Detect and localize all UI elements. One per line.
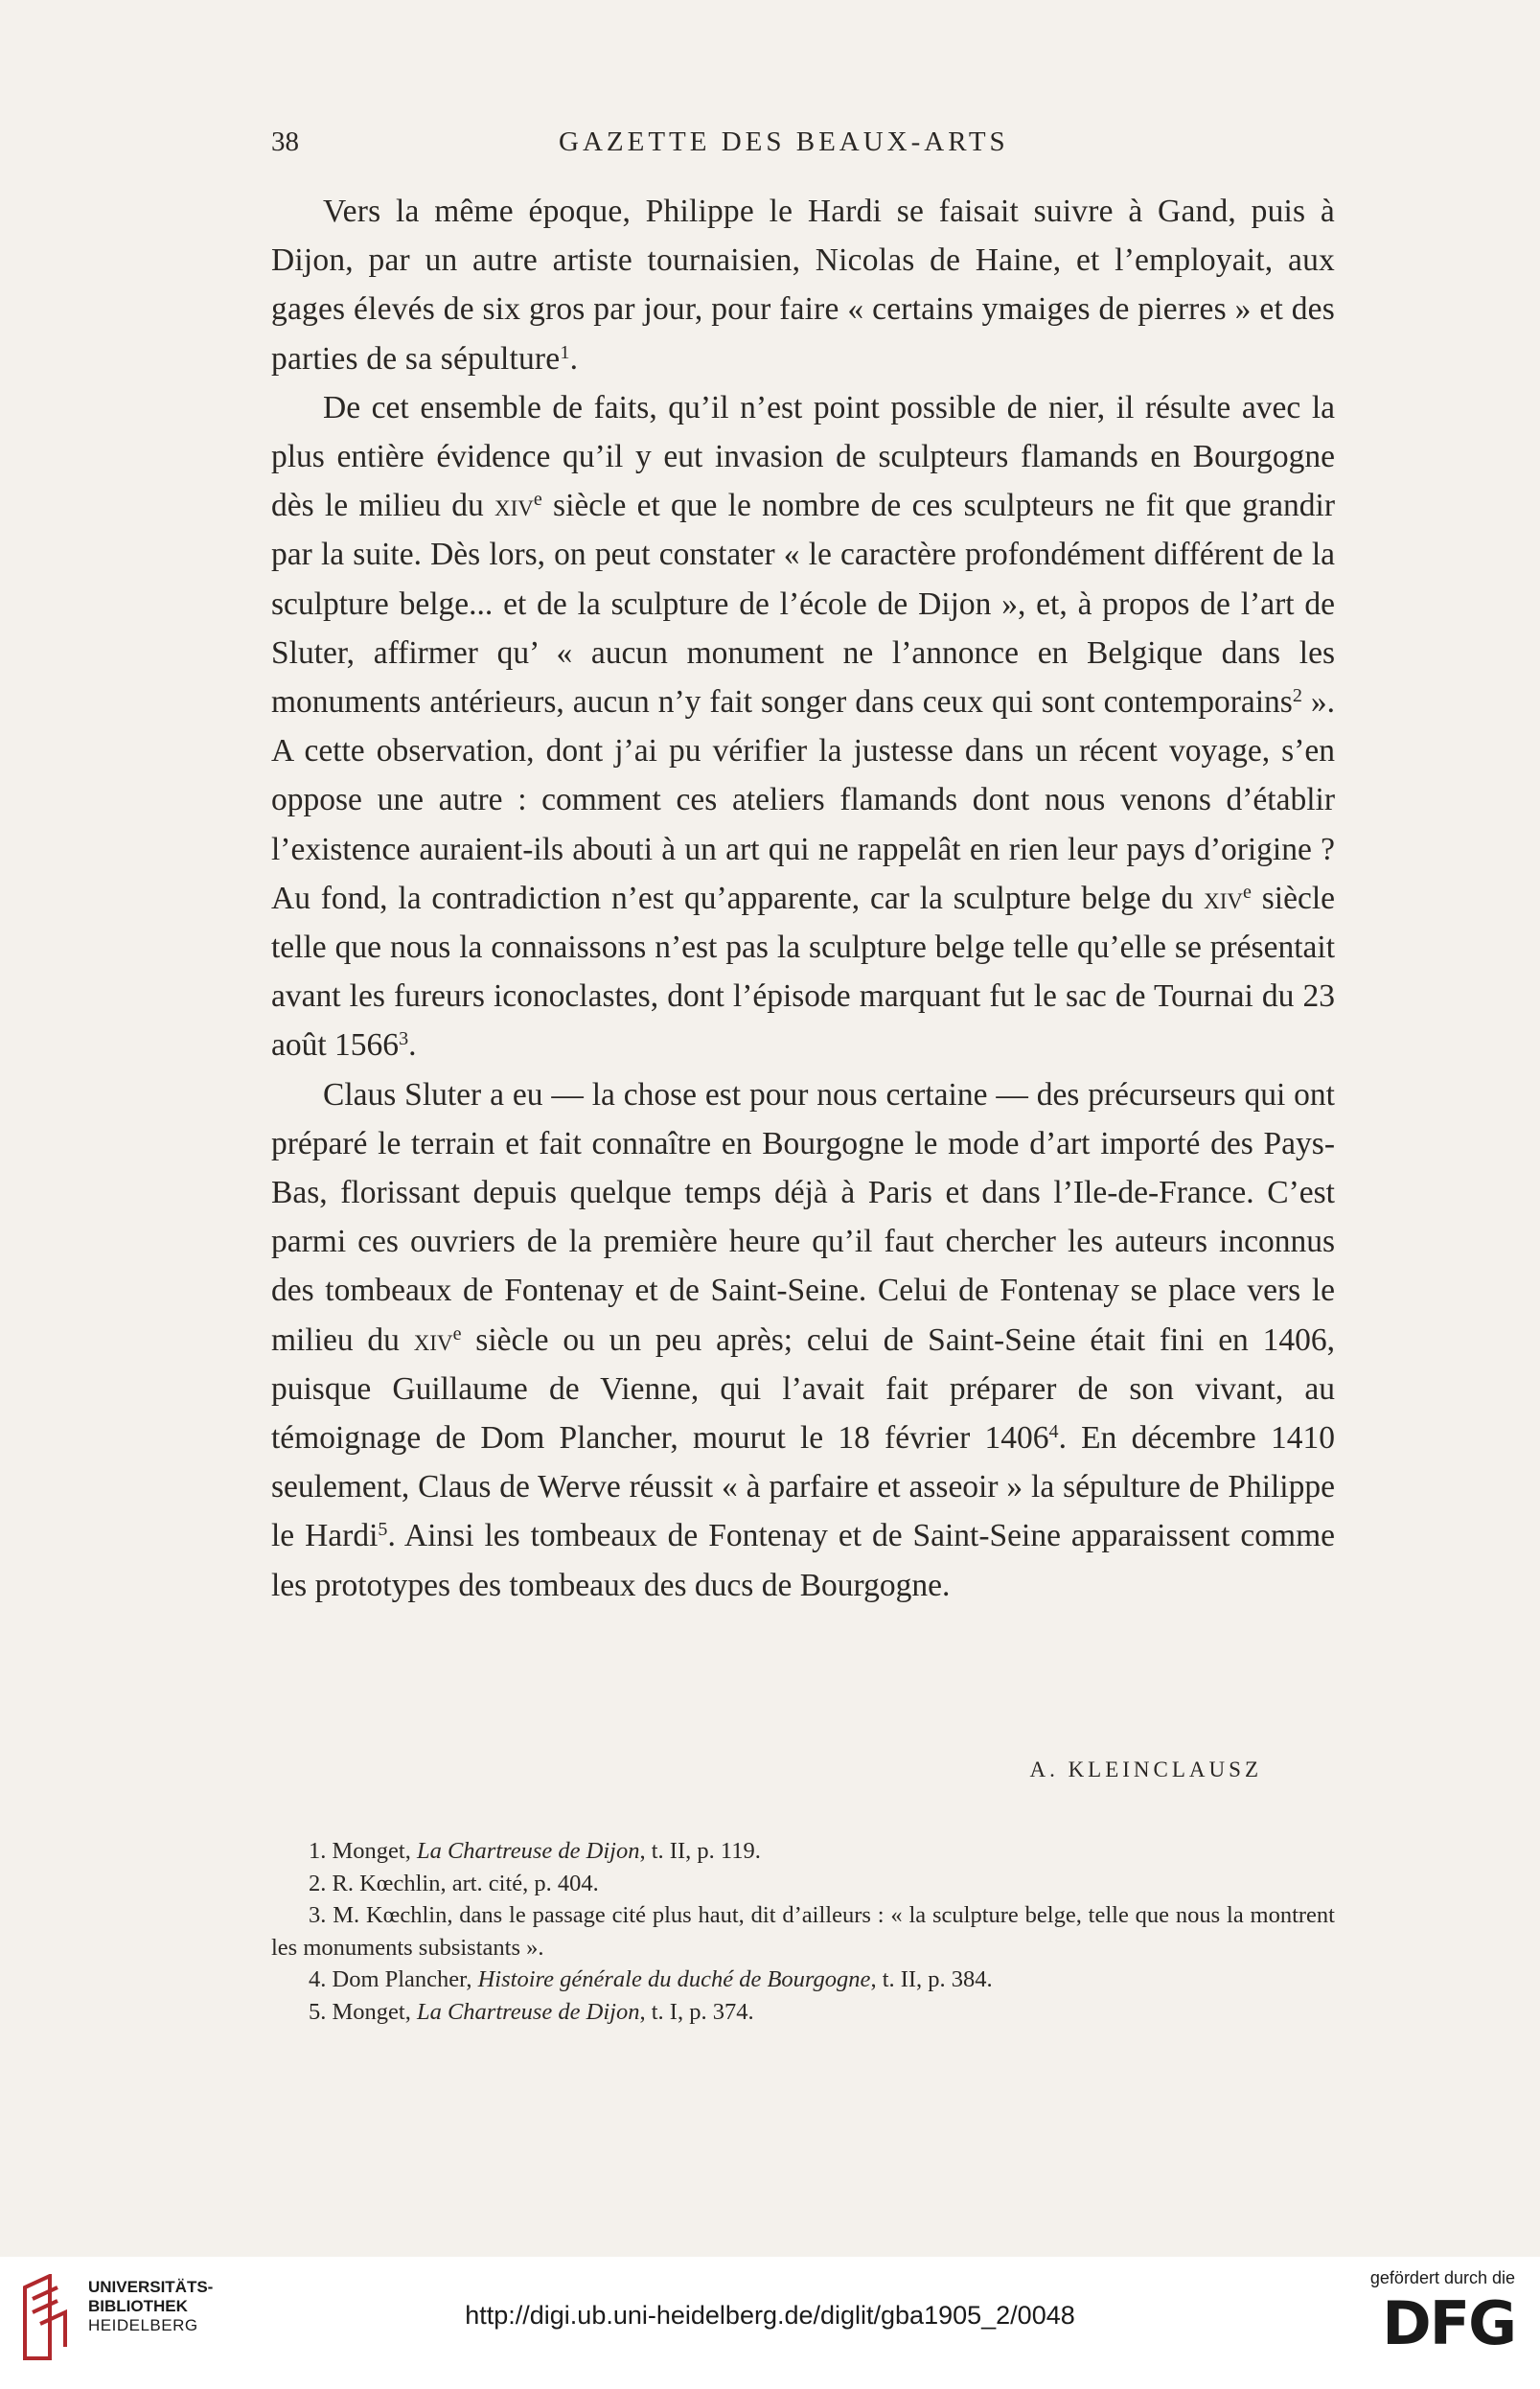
footnote-number: 1. (309, 1838, 327, 1864)
footnote-text: R. Kœchlin, art. cité, p. 404. (326, 1870, 599, 1896)
journal-title: GAZETTE DES BEAUX-ARTS (559, 126, 1009, 157)
century-numeral: xiv (413, 1321, 453, 1358)
permalink-url[interactable]: http://digi.ub.uni-heidelberg.de/diglit/gba1905_2/0048 (465, 2301, 1075, 2330)
footnote-2 (271, 1868, 1335, 1900)
footnote-text: Monget, (326, 1998, 417, 2025)
paragraph-1 (271, 187, 1335, 383)
author-signature: A. KLEINCLAUSZ (1029, 1757, 1262, 1781)
paragraph-3-text-d: . Ainsi les tombeaux de Fontenay et de Saint-Seine apparaissent comme les prototypes des tombeaux des ducs de Bourgogne. (271, 1518, 1336, 1603)
footnote-1 (271, 1835, 1335, 1868)
footnote-ref-4: 4 (1048, 1421, 1059, 1443)
footnote-number: 4. (309, 1966, 327, 1992)
paragraph-3-text-a: Claus Sluter a eu — la chose est pour nous certaine — des précurseurs qui ont préparé le terrain et fait connaître en Bourgogne le mode d’art importé des Pays-Bas, florissant depuis quelque temps déjà à Paris et dans l’Ile-de-France. C’est parmi ces ouvriers de la première heure qu’il faut chercher les auteurs inconnus des tombeaux de Fontenay et de Saint-Seine. Celui de Fontenay se place vers le milieu du (271, 1076, 1335, 1358)
paragraph-2-end: . (408, 1027, 417, 1064)
article-body (271, 187, 1335, 1610)
footnote-text: Dom Plancher, (326, 1966, 478, 1992)
footnote-5 (271, 1996, 1335, 2029)
footnote-text: Monget, (326, 1838, 417, 1864)
footnote-ref-5: 5 (378, 1519, 388, 1541)
paragraph-2-text-a: De cet ensemble de faits, qu’il n’est point possible de nier, il résulte avec la plus entière évidence qu’il y eut invasion de sculpteurs flamands en Bourgogne dès le milieu du (271, 389, 1335, 524)
footnote-3 (271, 1899, 1335, 1964)
paragraph-2-text-d: siècle telle que nous la connaissons n’est pas la sculpture belge telle qu’elle se présentait avant les fureurs iconoclastes, dont l’épisode marquant fut le sac de Tournai du 23 août 1566 (271, 880, 1336, 1064)
footnote-title: La Chartreuse de Dijon (416, 1838, 640, 1864)
century-numeral: xiv (1204, 880, 1243, 916)
library-name-line-1: UNIVERSITÄTS- (88, 2278, 214, 2296)
paragraph-2 (271, 383, 1335, 1070)
footnote-text: , t. II, p. 119. (639, 1838, 761, 1864)
footnote-ref-1: 1 (560, 341, 570, 363)
funder-caption: gefördert durch die (1369, 2268, 1515, 2287)
footnote-ref-3: 3 (399, 1028, 409, 1050)
paragraph-3-text-c: . En décembre 1410 seulement, Claus de Werve réussit « à parfaire et asseoir » la sépulture de Philippe le Hardi (271, 1420, 1336, 1554)
footnote-ref-2: 2 (1292, 684, 1302, 706)
paragraph-3 (271, 1070, 1335, 1610)
footnote-text: M. Kœchlin, dans le passage cité plus haut, dit d’ailleurs : « la sculpture belge, telle que nous la montrent les monuments subsistants ». (271, 1902, 1335, 1961)
funder-block (1369, 2268, 1515, 2358)
paragraph-3-text-b: siècle ou un peu après; celui de Saint-Seine était fini en 1406, puisque Guillaume de Vienne, qui l’avait fait préparer de son vivant, au témoignage de Dom Plancher, mourut le 18 février 1406 (271, 1321, 1335, 1457)
footnotes (271, 1835, 1335, 2028)
footnote-text: , t. I, p. 374. (639, 1998, 754, 2025)
footnote-title: La Chartreuse de Dijon (416, 1998, 640, 2025)
footnote-text: , t. II, p. 384. (870, 1966, 993, 1992)
footnote-4 (271, 1964, 1335, 1996)
century-suffix: e (533, 489, 542, 511)
paragraph-2-text-c: ». A cette observation, dont j’ai pu vérifier la justesse dans un récent voyage, s’en oppose une autre : comment ces ateliers flamands dont nous venons d’établir l’existence auraient-ils abouti à un art qui ne rappelât en rien leur pays d’origine ? Au fond, la contradiction n’est qu’apparente, car la sculpture belge du (271, 684, 1335, 916)
footnote-title: Histoire générale du duché de Bourgogne (477, 1966, 871, 1992)
century-suffix: e (452, 1322, 462, 1344)
footnote-number: 3. (309, 1902, 327, 1928)
footnote-number: 2. (309, 1870, 327, 1896)
page-number: 38 (271, 126, 299, 157)
century-numeral: xiv (494, 488, 534, 524)
footnote-number: 5. (309, 1998, 327, 2025)
paragraph-1-text: Vers la même époque, Philippe le Hardi se faisait suivre à Gand, puis à Dijon, par un autre artiste tournaisien, Nicolas de Haine, et l’employait, aux gages élevés de six gros par jour, pour faire « certains ymaiges de pierres » et des parties de sa sépulture (271, 194, 1335, 377)
library-name-line-3: HEIDELBERG (88, 2316, 198, 2334)
library-name-line-2: BIBLIOTHEK (88, 2297, 188, 2315)
digitization-footer (0, 2257, 1540, 2389)
paragraph-2-text-b: siècle et que le nombre de ces sculpteurs ne fit que grandir par la suite. Dès lors, on peut constater « le caractère profondément différent de la sculpture belge... et de la sculpture de l’école de Dijon », et, à propos de l’art de Sluter, affirmer qu’ « aucun monument ne l’annonce en Belgique dans les monuments antérieurs, aucun n’y fait songer dans ceux qui sont contemporains (271, 488, 1335, 721)
century-suffix: e (1242, 881, 1252, 903)
paragraph-1-end: . (569, 340, 579, 377)
dfg-logo: DFG (1382, 2288, 1515, 2358)
